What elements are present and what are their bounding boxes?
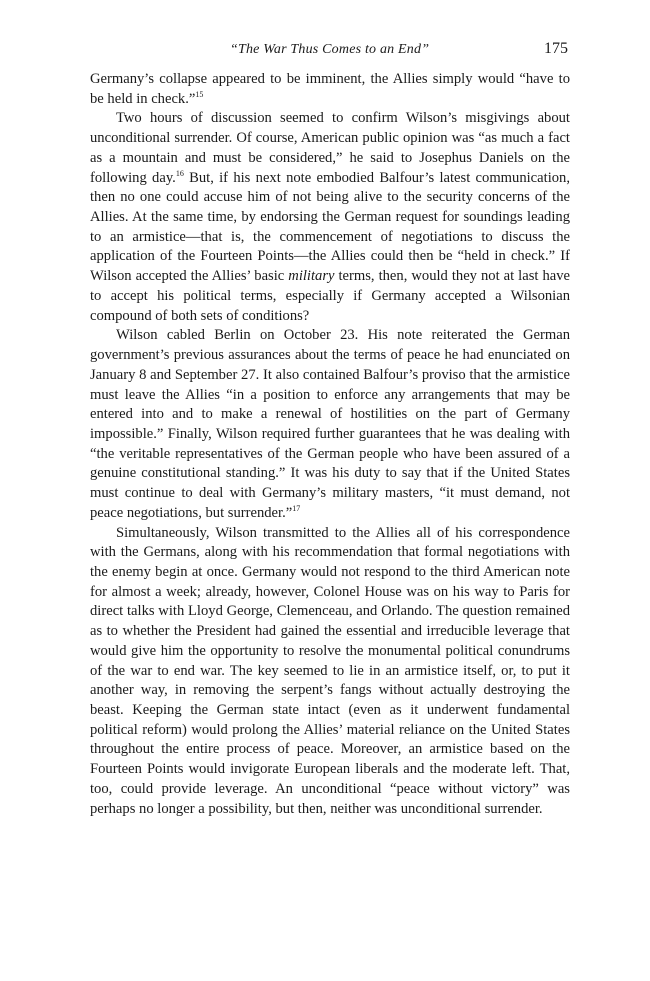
body-text [90, 70, 570, 819]
running-head: “The War Thus Comes to an End” [230, 42, 430, 57]
footnote-ref-17: 17 [292, 503, 301, 513]
paragraph-1 [90, 70, 570, 109]
page-header [90, 40, 570, 62]
footnote-ref-15: 15 [195, 89, 204, 99]
paragraph-4 [90, 524, 570, 820]
paragraph-2-text-3: terms, then, would they not at last have to accept his political terms, especially if Germany accepted a Wilsonian compound of both sets of conditions? [90, 268, 570, 324]
paragraph-2-text-1: Two hours of discussion seemed to confirm Wilson’s misgivings about unconditional surrender. Of course, American public opinion was “as much a fact as a mountain and must be considered,” he said to Josephus Daniels on the following day. [90, 110, 570, 186]
paragraph-2-text-2: But, if his next note embodied Balfour’s latest communication, then no one could accuse him of not being alive to the security concerns of the Allies. At the same time, by endorsing the German request for soundings leading to an armistice—that is, the commencement of negotiations to discuss the application of the Fourteen Points—the Allies could then be “held in check.” If Wilson accepted the Allies’ basic [90, 169, 570, 285]
paragraph-2 [90, 109, 570, 326]
paragraph-3-text-1: Wilson cabled Berlin on October 23. His note reiterated the German government’s previous assurances about the terms of peace he had enunciated on January 8 and September 27. It also contained Balfour’s proviso that the armistice must leave the Allies “in a position to enforce any arrangements that may be entered into and to make a renewal of hostilities on the part of Germany impossible.” Finally, Wilson required further guarantees that he was dealing with “the veritable representatives of the German people who have been assured of a genuine constitutional standing.” It was his duty to say that if the United States must continue to deal with Germany’s military masters, “it must demand, not peace negotiations, but surrender.” [90, 327, 570, 521]
paragraph-3 [90, 326, 570, 523]
paragraph-1-text-1: Germany’s collapse appeared to be imminent, the Allies simply would “have to be held in check.” [90, 71, 570, 107]
footnote-ref-16: 16 [175, 168, 184, 178]
emphasis-military: military [288, 268, 335, 285]
page-number: 175 [544, 40, 568, 57]
paragraph-4-text-1: Simultaneously, Wilson transmitted to the Allies all of his correspondence with the Germans, along with his recommendation that formal negotiations with the enemy begin at once. Germany would not respond to the third American note for almost a week; already, however, Colonel House was on his way to Paris for direct talks with Lloyd George, Clemenceau, and Orlando. The question remained as to whether the President had gained the essential and irreducible leverage that would give him the opportunity to resolve the monumental political conundrums of the war to end war. The key seemed to lie in an armistice itself, or, to put it another way, in removing the serpent’s fangs without actually destroying the beast. Keeping the German state intact (even as it underwent fundamental political reform) would prolong the Allies’ material reliance on the United States throughout the entire process of peace. Moreover, an armistice based on the Fourteen Points would invigorate European liberals and the moderate left. That, too, could provide leverage. An unconditional “peace without victory” was perhaps no longer a possibility, but then, neither was unconditional surrender. [90, 524, 570, 817]
